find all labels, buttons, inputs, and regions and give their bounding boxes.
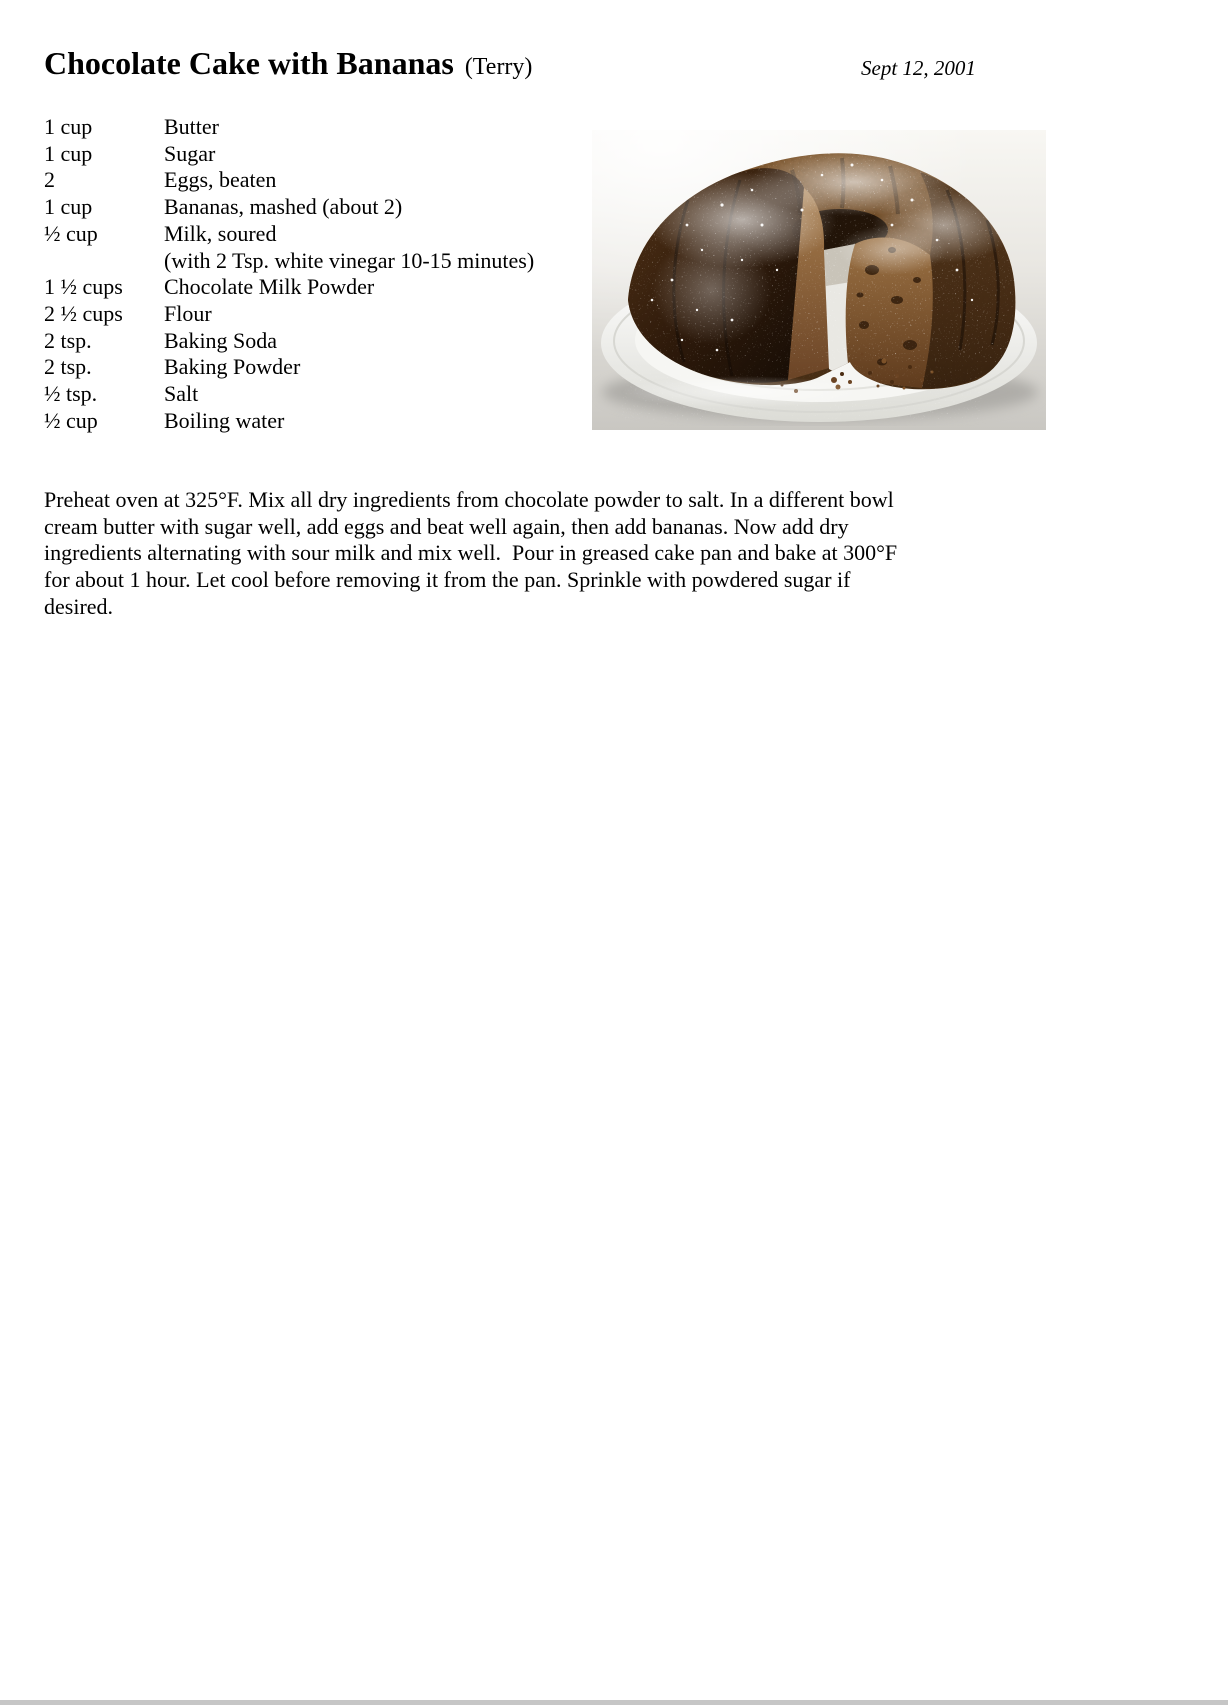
- ingredient-row: [44, 141, 534, 168]
- recipe-title: Chocolate Cake with Bananas: [44, 45, 454, 81]
- ingredient-row: [44, 301, 534, 328]
- instruction-line: for about 1 hour. Let cool before removing it from the pan. Sprinkle with powdered sugar if: [44, 567, 851, 593]
- ingredient-row: [44, 167, 534, 194]
- ingredient-name: (with 2 Tsp. white vinegar 10-15 minutes): [164, 247, 535, 273]
- ingredients-list: [44, 114, 534, 434]
- ingredient-row: [44, 328, 534, 355]
- ingredient-qty: [44, 248, 164, 275]
- instruction-line: cream butter with sugar well, add eggs and beat well again, then add bananas. Now add dry: [44, 513, 849, 539]
- ingredient-qty: 1 cup: [44, 114, 93, 139]
- ingredient-qty: ½ cup: [44, 220, 98, 246]
- ingredient-row: [44, 354, 534, 381]
- ingredient-name: Butter: [164, 114, 219, 139]
- instruction-line: desired.: [44, 593, 114, 619]
- cake-photo: [592, 130, 1046, 430]
- instruction-line: Preheat oven at 325°F. Mix all dry ingredients from chocolate powder to salt. In a different bowl: [44, 487, 894, 512]
- ingredient-name: Boiling water: [164, 407, 285, 433]
- ingredient-qty: 2: [44, 167, 55, 193]
- page-bottom-edge: [0, 1700, 1228, 1705]
- ingredient-row: [44, 408, 534, 435]
- ingredient-qty: 2 tsp.: [44, 354, 92, 380]
- cake-photo-illustration: [592, 130, 1046, 430]
- ingredient-qty: 1 cup: [44, 140, 93, 166]
- ingredient-qty: 2 tsp.: [44, 327, 92, 353]
- recipe-date: Sept 12, 2001: [861, 56, 976, 80]
- ingredient-name: Milk, soured: [164, 220, 277, 246]
- ingredient-name: Flour: [164, 300, 212, 326]
- ingredient-row: [44, 248, 534, 275]
- ingredient-name: Sugar: [164, 140, 216, 166]
- ingredient-name: Chocolate Milk Powder: [164, 274, 375, 300]
- ingredient-qty: ½ tsp.: [44, 381, 98, 407]
- ingredient-qty: 1 cup: [44, 194, 93, 220]
- ingredient-name: Baking Powder: [164, 354, 301, 380]
- ingredient-qty: 1 ½ cups: [44, 274, 123, 300]
- ingredient-row: [44, 114, 534, 141]
- ingredient-row: [44, 381, 534, 408]
- ingredient-qty: ½ cup: [44, 407, 98, 433]
- ingredient-row: [44, 274, 534, 301]
- ingredient-row: [44, 194, 534, 221]
- instruction-line: ingredients alternating with sour milk and mix well. Pour in greased cake pan and bake at 300°F: [44, 540, 898, 566]
- instructions-paragraph: [44, 487, 897, 621]
- ingredient-name: Baking Soda: [164, 327, 278, 353]
- ingredient-qty: 2 ½ cups: [44, 300, 123, 326]
- ingredient-name: Eggs, beaten: [164, 167, 277, 193]
- ingredient-name: Salt: [164, 381, 199, 407]
- recipe-attribution: (Terry): [464, 54, 533, 80]
- page-title: [44, 47, 532, 79]
- ingredient-name: Bananas, mashed (about 2): [164, 194, 403, 220]
- ingredient-row: [44, 221, 534, 248]
